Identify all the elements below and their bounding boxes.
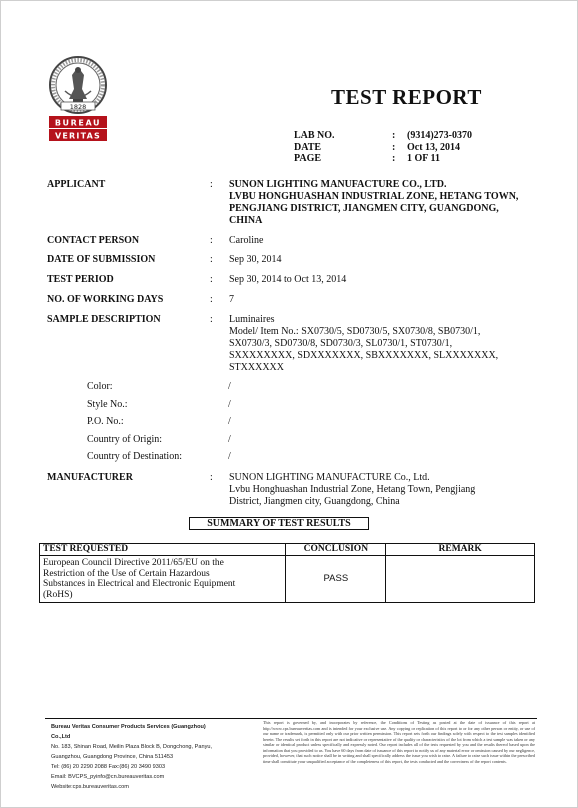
conclusion-cell: PASS <box>286 556 386 603</box>
test-requested-line: Substances in Electrical and Electronic Equipment <box>43 579 236 589</box>
logo-brand-line2: VERITAS <box>55 131 101 141</box>
colon: : <box>210 254 213 265</box>
colon: : <box>392 130 396 141</box>
colon: : <box>210 294 213 305</box>
po-no-value: / <box>228 416 231 427</box>
col-conclusion: CONCLUSION <box>286 544 386 556</box>
color-value: / <box>228 381 231 392</box>
test-requested-line: Restriction of the Use of Certain Hazardous <box>43 568 210 579</box>
applicant-line: CHINA <box>229 215 263 226</box>
footer-address-line: No. 183, Shinan Road, Meilin Plaza Block B, Dongchong, Panyu, <box>51 744 213 750</box>
footer-divider <box>45 718 537 719</box>
page-row <box>294 153 472 165</box>
country-origin-label: Country of Origin: <box>87 434 162 445</box>
footer-address-line: Guangzhou, Guangdong Province, China 511453 <box>51 754 174 760</box>
contact-label: CONTACT PERSON <box>47 235 140 246</box>
test-requested-cell <box>40 556 286 603</box>
col-test-requested: TEST REQUESTED <box>40 544 286 556</box>
working-days-label: NO. OF WORKING DAYS <box>47 294 164 305</box>
date-row <box>294 142 472 154</box>
date-value: Oct 13, 2014 <box>407 141 461 153</box>
style-no-label: Style No.: <box>87 399 128 410</box>
manufacturer-line: Lvbu Honghuashan Industrial Zone, Hetang Town, Pengjiang <box>229 484 476 495</box>
lab-no-row <box>294 130 472 142</box>
footer-website: Website:cps.bureauveritas.com <box>51 784 129 790</box>
test-period-value: Sep 30, 2014 to Oct 13, 2014 <box>229 274 347 285</box>
colon: : <box>210 179 213 190</box>
logo-brand-line1: BUREAU <box>54 118 102 128</box>
remark-cell <box>386 556 535 603</box>
applicant-line: SUNON LIGHTING MANUFACTURE CO., LTD. <box>229 179 447 190</box>
sample-line: SX0730/3, SD0730/8, SD0730/3, SL0730/1, ST0730/1, <box>229 338 453 349</box>
footer-company-info <box>51 722 256 792</box>
summary-title: SUMMARY OF TEST RESULTS <box>189 517 369 530</box>
manufacturer-value <box>229 472 559 508</box>
applicant-label: APPLICANT <box>47 179 106 190</box>
summary-table <box>39 543 535 603</box>
color-label: Color: <box>87 381 113 392</box>
colon: : <box>392 141 396 153</box>
colon: : <box>392 153 396 164</box>
report-title: TEST REPORT <box>331 85 482 109</box>
page-label: PAGE <box>294 153 322 164</box>
summary-header-row <box>40 544 535 556</box>
country-destination-value: / <box>228 451 231 462</box>
lab-no-value: (9314)273-0370 <box>407 130 472 141</box>
sample-description-label: SAMPLE DESCRIPTION <box>47 314 161 325</box>
test-period-label: TEST PERIOD <box>47 274 114 285</box>
po-no-label: P.O. No.: <box>87 416 124 427</box>
logo-year: 1828 <box>69 103 87 111</box>
country-origin-value: / <box>228 434 231 445</box>
colon: : <box>210 472 213 483</box>
working-days-value: 7 <box>229 294 234 305</box>
applicant-value <box>229 179 559 227</box>
page-value: 1 OF 11 <box>407 153 440 164</box>
footer-company-suffix: Co.,Ltd <box>51 734 71 740</box>
colon: : <box>210 235 213 246</box>
applicant-line: LVBU HONGHUASHAN INDUSTRIAL ZONE, HETANG TOWN, <box>229 191 519 202</box>
submission-label: DATE OF SUBMISSION <box>47 254 156 265</box>
table-row <box>40 556 535 603</box>
bureau-veritas-logo-icon <box>47 55 109 143</box>
submission-value: Sep 30, 2014 <box>229 254 282 265</box>
date-label: DATE <box>294 141 322 153</box>
manufacturer-label: MANUFACTURER <box>47 472 133 483</box>
footer-disclaimer: This report is governed by, and incorporates by reference, the Conditions of Testing as posted at the date of issuance of this report at http://www.cps.bureauveritas.com and is intended for your exclusive use. Any copying or replication of this report to or for any other person or entity, or use of our name or trademark, is permitted only with our prior written permission. This report sets forth our findings solely with respect to the test samples identified herein. The results set forth in this report are not indicative or representative of the quality or characteristics of the lot from which a test sample was taken or any similar or identical product unless specifically and expressly noted. Our report includes all of the tests requested by you and the results thereof based upon the information that you provided to us. You have 60 days from date of issuance of this report to notify us of any material error or omission caused by our negligence, provided, however, that such notice shall be in writing and shall specifically address the issue you wish to raise. A failure to raise such issue within the prescribed time shall constitute your unqualified acceptance of the completeness of this report, the tests conducted and the correctness of the report contents. <box>263 720 535 764</box>
colon: : <box>210 314 213 325</box>
test-requested-line: (RoHS) <box>43 589 73 600</box>
sample-line: SXXXXXXXX, SDXXXXXXX, SBXXXXXXX, SLXXXXXXX, <box>229 350 499 361</box>
colon: : <box>210 274 213 285</box>
contact-value: Caroline <box>229 235 264 246</box>
manufacturer-line: SUNON LIGHTING MANUFACTURE Co., Ltd. <box>229 472 430 483</box>
sample-description-value <box>229 314 559 374</box>
sample-line: STXXXXXX <box>229 362 284 373</box>
style-no-value: / <box>228 399 231 410</box>
manufacturer-line: District, Jiangmen city, Guangdong, China <box>229 496 400 507</box>
sample-line: Luminaires <box>229 314 275 325</box>
country-destination-label: Country of Destination: <box>87 451 182 462</box>
lab-info-block <box>294 130 472 165</box>
lab-no-label: LAB NO. <box>294 130 335 141</box>
sample-line: Model/ Item No.: SX0730/5, SD0730/5, SX0730/8, SB0730/1, <box>229 326 481 337</box>
footer-email: Email: BVCPS_pyinfo@cn.bureauveritas.com <box>51 774 165 780</box>
footer-phone: Tel: (86) 20 2290 2088 Fax:(86) 20 3490 9303 <box>51 764 166 770</box>
test-requested-line: European Council Directive 2011/65/EU on the <box>43 558 224 568</box>
applicant-line: PENGJIANG DISTRICT, JIANGMEN CITY, GUANGDONG, <box>229 203 499 214</box>
footer-company-name: Bureau Veritas Consumer Products Services (Guangzhou) <box>51 724 206 730</box>
col-remark: REMARK <box>386 544 535 556</box>
